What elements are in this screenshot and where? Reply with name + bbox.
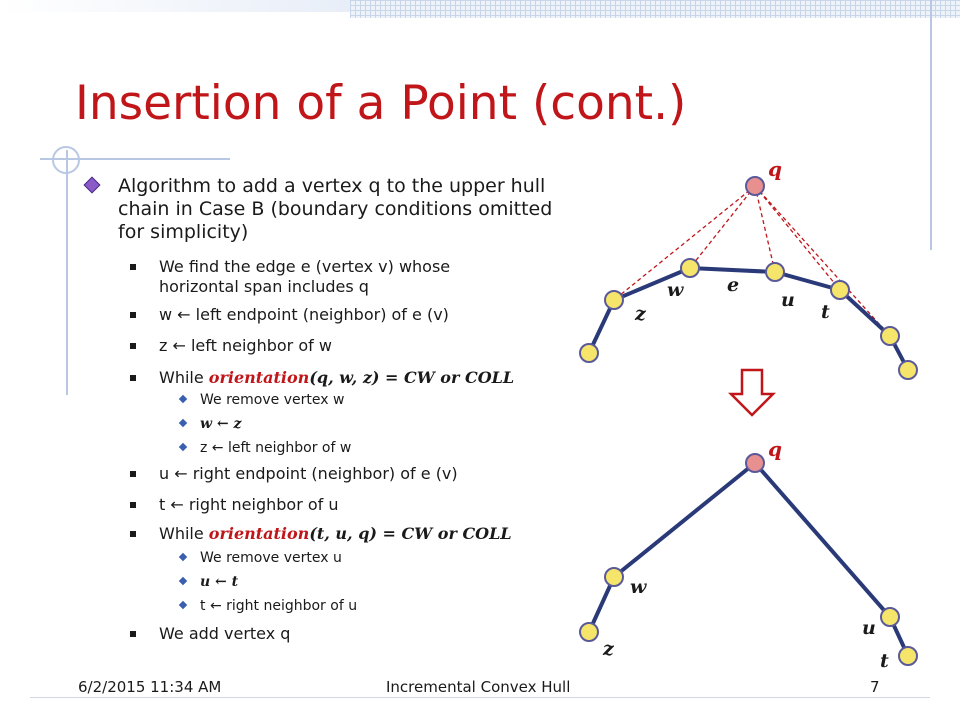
while-label: While: [159, 368, 209, 387]
sub-bullet-icon: [179, 553, 187, 561]
footer-date: 6/2/2015 11:34 AM: [78, 678, 222, 696]
sub-bullet-icon: [179, 601, 187, 609]
label-w: w: [630, 576, 647, 598]
intro-text: Algorithm to add a vertex q to the upper hull chain in Case B (boundary conditions omitted for simplicity): [118, 175, 553, 243]
node-w: [681, 259, 699, 277]
while-label: While: [159, 524, 209, 543]
bullet-square-icon: [130, 375, 136, 381]
label-z: z: [603, 638, 614, 660]
label-q: q: [768, 437, 782, 461]
node-w: [605, 568, 623, 586]
bullet-square-icon: [130, 531, 136, 537]
node-q: [746, 177, 764, 195]
footer-divider: [30, 697, 930, 698]
bullet-square-icon: [130, 264, 136, 270]
label-t: t: [821, 301, 830, 323]
decoration-line-vertical: [66, 150, 68, 395]
bullet-square-icon: [130, 502, 136, 508]
orientation-label: orientation: [208, 524, 310, 543]
sub-bullet-icon: [179, 395, 187, 403]
sub-bullet-icon: [179, 443, 187, 451]
bullet-square-icon: [130, 471, 136, 477]
orientation-args: (t, u, q) = CW or COLL: [309, 524, 512, 543]
node: [580, 344, 598, 362]
bullet-intro: [86, 175, 566, 244]
label-w: w: [667, 279, 684, 301]
label-u: u: [781, 289, 795, 311]
header-decoration-grid: [350, 0, 960, 18]
sub-bullet-icon: [179, 419, 187, 427]
node: [899, 361, 917, 379]
node-u: [881, 608, 899, 626]
label-e: e: [727, 274, 740, 296]
decoration-circle: [52, 146, 80, 174]
footer-title: Incremental Convex Hull: [386, 678, 571, 696]
hull-edges-after: [589, 463, 908, 656]
sub-bullet-icon: [179, 577, 187, 585]
label-q: q: [768, 157, 782, 181]
node-z: [605, 291, 623, 309]
node-t: [899, 647, 917, 665]
slide-title: Insertion of a Point (cont.): [75, 76, 687, 131]
bullet-square-icon: [130, 631, 136, 637]
decoration-line-right: [930, 0, 932, 250]
bullet-square-icon: [130, 312, 136, 318]
down-arrow-icon: [728, 368, 776, 418]
footer-page-number: 7: [870, 678, 880, 696]
node-z: [580, 623, 598, 641]
dashed-edge-q-w: [690, 186, 755, 268]
header-decoration-left: [0, 0, 350, 12]
node-t: [831, 281, 849, 299]
node-q: [746, 454, 764, 472]
diagram-before: [570, 150, 930, 390]
label-z: z: [635, 303, 646, 325]
dashed-edges: [614, 186, 890, 336]
orientation-label: orientation: [208, 368, 310, 387]
diagram-after: [570, 430, 930, 675]
bullet-diamond-icon: [84, 177, 101, 194]
node: [881, 327, 899, 345]
bullet-square-icon: [130, 343, 136, 349]
label-u: u: [862, 617, 876, 639]
label-t: t: [880, 650, 889, 672]
node-u: [766, 263, 784, 281]
orientation-args: (q, w, z) = CW or COLL: [309, 368, 515, 387]
